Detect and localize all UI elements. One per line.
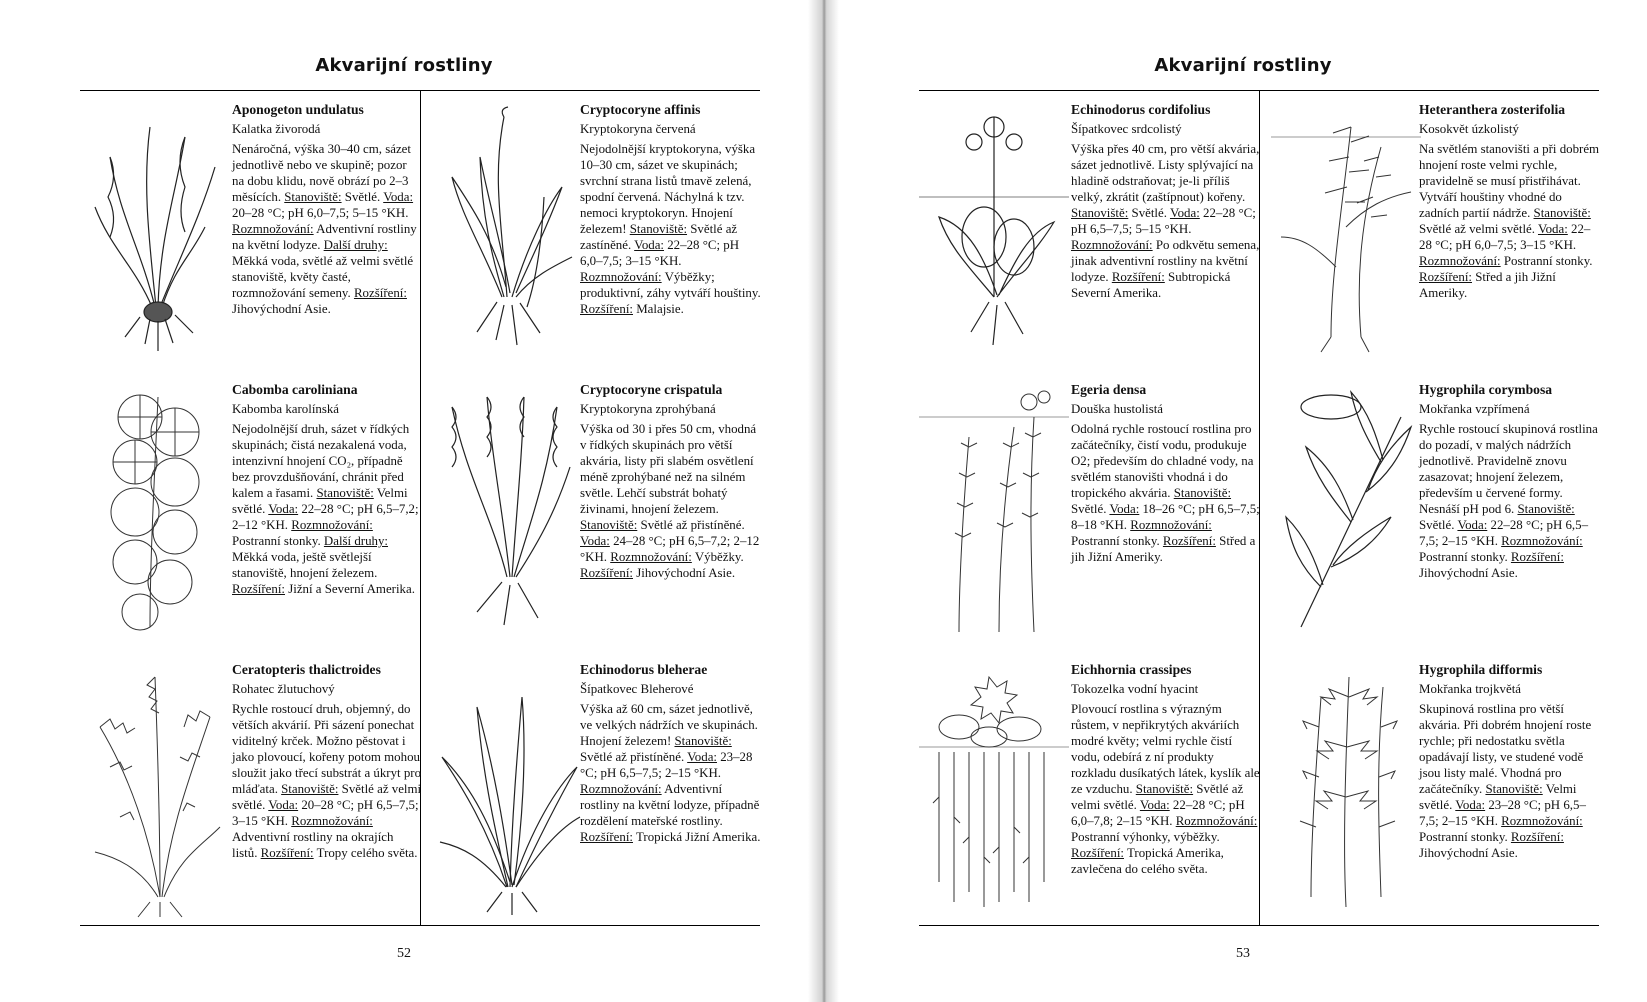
plant-illustration xyxy=(432,97,582,359)
field-label: Rozšíření: xyxy=(1419,270,1472,284)
description-text: Výběžky. xyxy=(691,550,744,564)
plant-illustration xyxy=(919,377,1069,639)
plant-entry xyxy=(1259,651,1599,929)
plant-name: Ceratopteris thalictroides xyxy=(232,662,381,677)
field-label: Rozšíření: xyxy=(580,302,633,316)
plant-entry xyxy=(80,91,420,369)
description-text: Adventivní rostliny na okrajích listů. xyxy=(232,830,394,860)
description-text: 18–26 °C; pH 6,5–7,5; 8–18 °KH. xyxy=(1071,502,1260,532)
plant-name: Hygrophila difformis xyxy=(1419,662,1543,677)
description-text: Světlé. xyxy=(1071,502,1110,516)
plant-description xyxy=(1419,141,1601,301)
plant-common-name: Kalatka živorodá xyxy=(232,122,321,136)
description-text: Výška přes 40 cm, pro větší akvária, sázet jednotlivě. Listy splývající na hladině odstraňovat; je-li příliš velký, zkrátit (zaštípnout) kořeny. xyxy=(1071,142,1260,204)
plant-common-name: Kosokvět úzkolistý xyxy=(1419,122,1519,136)
left-page xyxy=(0,0,808,1002)
plant-illustration xyxy=(1271,657,1421,919)
field-label: Stanoviště: xyxy=(580,518,638,532)
plant-entry xyxy=(420,651,760,929)
plant-illustration xyxy=(432,377,582,639)
plant-entry xyxy=(80,371,420,649)
plant-description xyxy=(1071,421,1261,565)
field-label: Stanoviště: xyxy=(674,734,732,748)
description-text: Jižní a Severní Amerika. xyxy=(285,582,415,596)
description-text: Malajsie. xyxy=(633,302,684,316)
plant-entry xyxy=(919,651,1259,929)
description-text: Jihovýchodní Asie. xyxy=(1419,566,1518,580)
field-label: Rozmnožování: xyxy=(1175,814,1258,828)
plant-illustration xyxy=(80,657,230,919)
plant-entry xyxy=(80,651,420,929)
description-text: Nejodolnější kryptokoryna, výška 10–30 cm, sázet ve skupinách; svrchní strana listů tmavě zelená, spodní červená. Náchylná k tzv. nemoci kryptokoryn. Hnojení železem! xyxy=(580,142,756,236)
field-label: Stanoviště: xyxy=(1485,782,1543,796)
description-text: Jihovýchodní Asie. xyxy=(232,302,331,316)
description-text: 24–28 °C; pH 6,5–7,2; 2–12 °KH. xyxy=(580,534,760,564)
field-label: Rozšíření: xyxy=(580,566,633,580)
plant-description xyxy=(1071,701,1261,877)
plant-illustration xyxy=(432,657,582,919)
description-text: Světlé až zastíněné. xyxy=(580,222,738,252)
field-label: Voda: xyxy=(1455,798,1486,812)
plant-entry xyxy=(1259,91,1599,369)
field-label: Další druhy: xyxy=(323,534,389,548)
field-label: Rozmnožování: xyxy=(1419,254,1501,268)
page-number: 52 xyxy=(397,946,411,961)
plant-entry xyxy=(919,371,1259,649)
plant-description xyxy=(1071,141,1261,301)
field-label: Voda: xyxy=(268,798,299,812)
plant-entry xyxy=(1259,371,1599,649)
field-label: Voda: xyxy=(1537,222,1568,236)
plant-description xyxy=(232,141,422,317)
field-label: Rozmnožování: xyxy=(291,518,373,532)
plant-description xyxy=(580,701,762,845)
plant-name: Echinodorus bleherae xyxy=(580,662,708,677)
description-text: Nenáročná, výška 30–40 cm, sázet jednotlivě nebo ve skupině; pozor na dobu klidu, nově obrází po 2–3 měsících. xyxy=(232,142,411,204)
description-text: Střed a jih Jižní Ameriky. xyxy=(1419,270,1556,300)
plant-common-name: Rohatec žlutuchový xyxy=(232,682,335,696)
description-text: Světlé. xyxy=(1419,518,1458,532)
description-text: Na světlém stanovišti a při dobrém hnojení roste velmi rychle, pravidelně se musí přistřihávat. Vytváří houštiny vhodné do zadních partií nádrže. xyxy=(1419,142,1600,220)
field-label: Voda: xyxy=(634,238,665,252)
description-text: Světlé až přistíněné. xyxy=(637,518,745,532)
description-text: Tropická Amerika, zavlečena do celého světa. xyxy=(1071,846,1224,876)
description-text: Skupinová rostlina pro větší akvária. Při dobrém hnojení roste rychle; při nedostatku světla opadávají listy, ve studené vodě jsou listy malé. Vhodná pro začátečníky. xyxy=(1419,702,1592,796)
description-text: Výška od 30 i přes 50 cm, vhodná v řídkých skupinách pro větší akvária, listy při slabém osvětlení méně zprohýbané než na silném světle. Lehčí substrát bohatý živinami, hnojení železem. xyxy=(580,422,757,516)
field-label: Rozšíření: xyxy=(260,846,314,860)
field-label: Rozmnožování: xyxy=(291,814,373,828)
field-label: Rozmnožování: xyxy=(1501,534,1583,548)
description-text: Postranní stonky. xyxy=(1500,254,1593,268)
description-text: Velmi světlé. xyxy=(232,486,408,516)
field-label: Voda: xyxy=(580,534,610,548)
description-text: Světlé až velmi světlé. xyxy=(1419,222,1538,236)
description-text: Světlé až přistíněné. xyxy=(580,750,688,764)
description-text: Tropy celého světa. xyxy=(313,846,418,860)
plant-common-name: Šípatkovec srdcolistý xyxy=(1071,122,1182,136)
plant-entry xyxy=(420,91,760,369)
plant-common-name: Mokřanka trojkvětá xyxy=(1419,682,1522,696)
plant-name: Cryptocoryne affinis xyxy=(580,102,701,117)
field-label: Stanoviště: xyxy=(1173,486,1232,500)
plant-name: Aponogeton undulatus xyxy=(232,102,364,117)
field-label: Rozšíření: xyxy=(580,830,633,844)
plant-grid xyxy=(919,90,1599,926)
field-label: Rozšíření: xyxy=(1510,830,1564,844)
description-text: Jihovýchodní Asie. xyxy=(1419,846,1518,860)
field-label: Stanoviště: xyxy=(1533,206,1591,220)
field-label: Rozšíření: xyxy=(353,286,407,300)
plant-name: Eichhornia crassipes xyxy=(1071,662,1192,677)
description-text: Jihovýchodní Asie. xyxy=(633,566,736,580)
description-text: Velmi světlé. xyxy=(1419,782,1577,812)
plant-entry xyxy=(420,371,760,649)
plant-description xyxy=(580,421,762,581)
plant-common-name: Kryptokoryna červená xyxy=(580,122,696,136)
field-label: Stanoviště: xyxy=(1517,502,1575,516)
field-label: Stanoviště: xyxy=(281,782,339,796)
plant-description xyxy=(1419,421,1601,581)
description-text: Světlé. xyxy=(341,190,384,204)
description-text: 22–28 °C; pH 6,0–7,8; 2–15 °KH. xyxy=(1071,798,1245,828)
field-label: Stanoviště: xyxy=(284,190,342,204)
plant-name: Cryptocoryne crispatula xyxy=(580,382,723,397)
plant-common-name: Tokozelka vodní hyacint xyxy=(1071,682,1199,696)
plant-description xyxy=(232,701,422,861)
description-text: Střed a jih Jižní Ameriky. xyxy=(1071,534,1256,564)
plant-common-name: Mokřanka vzpřímená xyxy=(1419,402,1530,416)
description-text: Světlé. xyxy=(1128,206,1170,220)
field-label: Stanoviště: xyxy=(629,222,688,236)
book-gutter xyxy=(808,0,839,1002)
field-label: Voda: xyxy=(1169,206,1200,220)
field-label: Stanoviště: xyxy=(316,486,374,500)
description-text: Světlé až velmi světlé. xyxy=(232,782,422,812)
description-text: Měkká voda, ještě světlejší stanoviště, hnojení železem. xyxy=(232,550,378,580)
description-text: 22–28 °C; pH 6,0–7,5; 3–15 °KH. xyxy=(580,238,739,268)
description-text: 22–28 °C; pH 6,5–7,5; 5–15 °KH. xyxy=(1071,206,1256,236)
description-text: Měkká voda, světlé až velmi světlé stanoviště, květy časté, rozmnožování semeny. xyxy=(232,254,414,300)
description-text: Odolná rychle rostoucí rostlina pro začátečníky, čistí vodu, produkuje O2; především do chladné vody, na světlém stanovišti vhodná i do tropického akvária. xyxy=(1071,422,1254,500)
field-label: Voda: xyxy=(687,750,717,764)
field-label: Stanoviště: xyxy=(1135,782,1194,796)
description-text: Světlé až velmi světlé. xyxy=(1071,782,1244,812)
plant-description xyxy=(232,421,422,597)
description-text: Výběžky; produktivní, záhy vytváří houštiny. xyxy=(580,270,761,300)
plant-entry xyxy=(919,91,1259,369)
plant-description xyxy=(580,141,762,317)
field-label: Rozmnožování: xyxy=(1501,814,1583,828)
plant-common-name: Kryptokoryna zprohýbaná xyxy=(580,402,716,416)
page-title: Akvarijní rostliny xyxy=(315,55,493,76)
plant-illustration xyxy=(919,657,1069,919)
right-page xyxy=(839,0,1647,1002)
description-text: Nejodolnější druh, sázet v řídkých skupinách; čistá nezakalená voda, intenzivní hnojení CO₂, případně bez provzdušňování, chránit před kalem a řasami. xyxy=(232,422,410,500)
field-label: Rozmnožování: xyxy=(580,782,662,796)
field-label: Rozmnožování: xyxy=(610,550,692,564)
description-text: Po odkvětu semena, jinak adventivní rostliny na květní lodyze. xyxy=(1071,238,1260,284)
description-text: 23–28 °C; pH 6,5–7,5; 2–15 °KH. xyxy=(580,750,753,780)
field-label: Rozšíření: xyxy=(1162,534,1216,548)
plant-description xyxy=(1419,701,1601,861)
plant-grid xyxy=(80,90,760,926)
plant-name: Heteranthera zosterifolia xyxy=(1419,102,1566,117)
field-label: Stanoviště: xyxy=(1071,206,1129,220)
plant-common-name: Douška hustolistá xyxy=(1071,402,1164,416)
plant-illustration xyxy=(1271,97,1421,359)
description-text: 20–28 °C; pH 6,0–7,5; 5–15 °KH. xyxy=(232,206,409,220)
description-text: 22–28 °C; pH 6,5–7,2; 2–12 °KH. xyxy=(232,502,419,532)
description-text: 23–28 °C; pH 6,5–7,5; 2–15 °KH. xyxy=(1419,798,1586,828)
description-text: Postranní stonky. xyxy=(232,534,324,548)
description-text: Postranní stonky. xyxy=(1419,830,1511,844)
field-label: Rozmnožování: xyxy=(1130,518,1212,532)
description-text: Výška až 60 cm, sázet jednotlivě, ve velkých nádržích ve skupinách. Hnojení železem! xyxy=(580,702,758,748)
field-label: Voda: xyxy=(383,190,414,204)
plant-illustration xyxy=(919,97,1069,359)
field-label: Rozmnožování: xyxy=(580,270,662,284)
plant-illustration xyxy=(1271,377,1421,639)
plant-name: Egeria densa xyxy=(1071,382,1147,397)
description-text: Subtropická Severní Amerika. xyxy=(1071,270,1231,300)
description-text: 20–28 °C; pH 6,5–7,5; 3–15 °KH. xyxy=(232,798,419,828)
field-label: Voda: xyxy=(1457,518,1488,532)
description-text: Tropická Jižní Amerika. xyxy=(633,830,761,844)
field-label: Rozšíření: xyxy=(1111,270,1165,284)
description-text: 22–28 °C; pH 6,0–7,5; 3–15 °KH. xyxy=(1419,222,1591,252)
plant-name: Cabomba caroliniana xyxy=(232,382,358,397)
description-text: Postranní stonky. xyxy=(1071,534,1163,548)
description-text: Rychle rostoucí druh, objemný, do větších akvárií. Při sázení ponechat viditelný krček. Možno pěstovat i jako plovoucí, kořeny potom mohou sloužit jako třecí substrát a úkryt pro mláďata. xyxy=(232,702,422,796)
plant-common-name: Šípatkovec Bleherové xyxy=(580,682,694,696)
page-title: Akvarijní rostliny xyxy=(1154,55,1332,76)
field-label: Rozmnožování: xyxy=(1071,238,1153,252)
field-label: Rozšíření: xyxy=(1071,846,1124,860)
description-text: Postranní výhonky, výběžky. xyxy=(1071,830,1220,844)
field-label: Voda: xyxy=(268,502,299,516)
plant-common-name: Kabomba karolínská xyxy=(232,402,340,416)
description-text: Adventivní rostliny na květní lodyze. xyxy=(232,222,417,252)
field-label: Rozšíření: xyxy=(232,582,285,596)
page-number: 53 xyxy=(1236,946,1250,961)
field-label: Rozmnožování: xyxy=(232,222,314,236)
plant-illustration xyxy=(80,377,230,639)
description-text: Plovoucí rostlina s výrazným růstem, v nepřikrytých akváriích modré květy; velmi rychle čistí vodu, odebírá z ní produkty rozkladu dusíkatých látek, kyslík ale ze vzduchu. xyxy=(1071,702,1260,796)
plant-name: Hygrophila corymbosa xyxy=(1419,382,1553,397)
description-text: 22–28 °C; pH 6,5–7,5; 2–15 °KH. xyxy=(1419,518,1589,548)
description-text: Postranní stonky. xyxy=(1419,550,1511,564)
plant-illustration xyxy=(80,97,230,359)
field-label: Voda: xyxy=(1109,502,1140,516)
plant-name: Echinodorus cordifolius xyxy=(1071,102,1211,117)
field-label: Voda: xyxy=(1139,798,1170,812)
description-text: Adventivní rostliny na květní lodyze, případně rozdělení mateřské rostliny. xyxy=(580,782,760,828)
field-label: Další druhy: xyxy=(323,238,388,252)
field-label: Rozšíření: xyxy=(1510,550,1564,564)
description-text: Rychle rostoucí skupinová rostlina do pozadí, v malých nádržích jednotlivě. Pravidelně znovu zasazovat; hnojení železem, především u červené formy. Nesnáší pH pod 6. xyxy=(1419,422,1598,516)
